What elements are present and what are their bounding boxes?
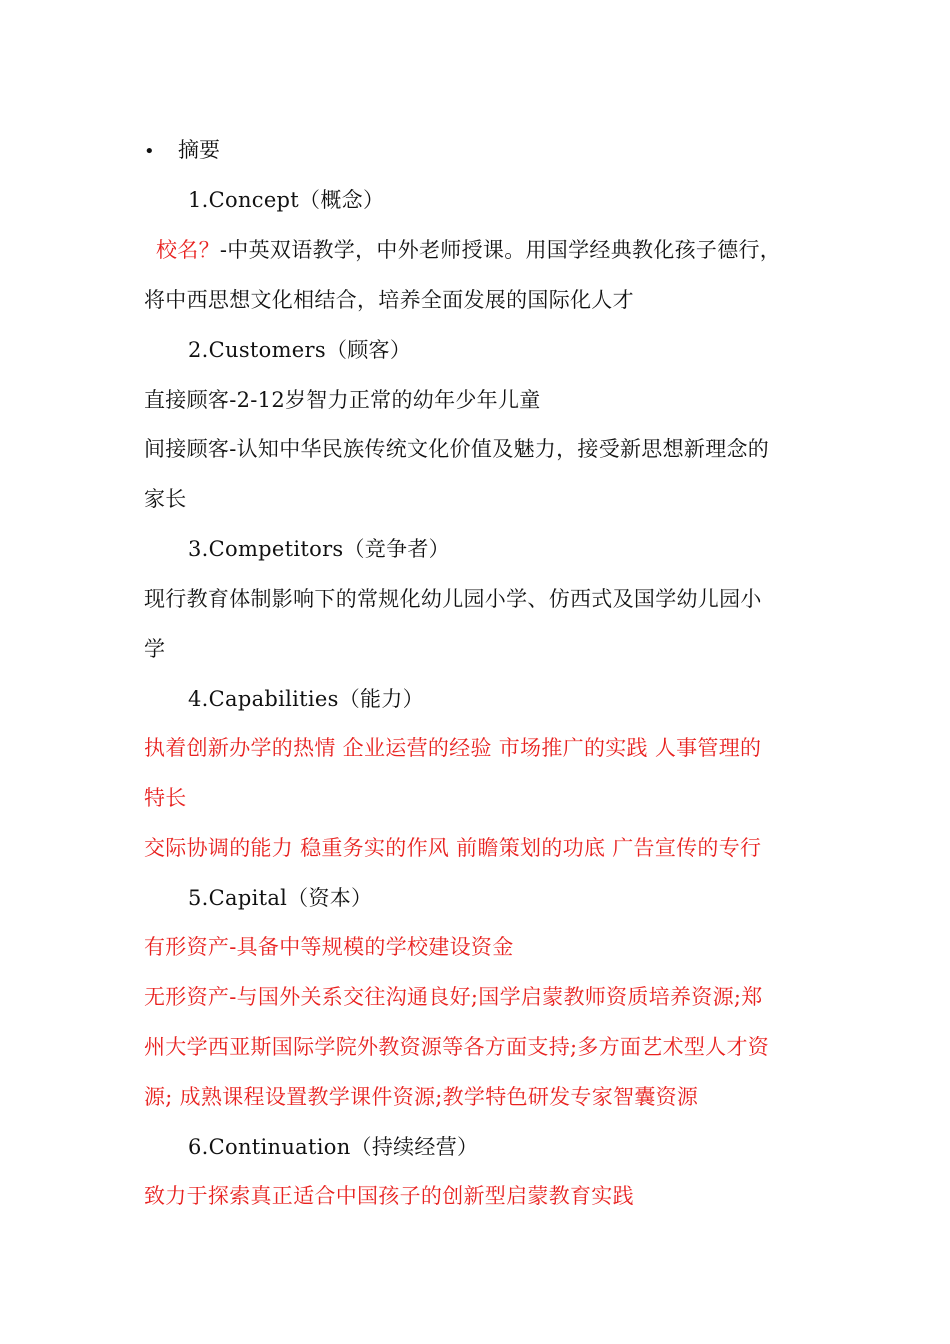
summary-heading (144, 135, 220, 167)
capabilities-line-1: 执着创新办学的热情 企业运营的经验 市场推广的实践 人事管理的 (144, 736, 762, 760)
school-name-placeholder: 校名？ (156, 238, 220, 262)
section-title-continuation: 6.Continuation（持续经营） (188, 1135, 479, 1159)
capital-line-4: 源; 成熟课程设置教学课件资源;教学特色研发专家智囊资源 (144, 1085, 699, 1109)
capabilities-line-3: 交际协调的能力 稳重务实的作风 前瞻策划的功底 广告宣传的专行 (144, 836, 762, 860)
concept-line-1-text: -中英双语教学，中外老师授课。用国学经典教化孩子德行， (219, 238, 782, 262)
competitors-line-2: 学 (144, 637, 166, 661)
capital-line-1: 有形资产-具备中等规模的学校建设资金 (144, 935, 514, 959)
section-title-concept: 1.Concept（概念） (188, 188, 385, 212)
concept-line-1 (156, 235, 781, 265)
customers-line-3: 家长 (144, 487, 187, 511)
customers-line-1: 直接顾客-2-12岁智力正常的幼年少年儿童 (144, 388, 541, 412)
continuation-line-1: 致力于探索真正适合中国孩子的创新型启蒙教育实践 (144, 1184, 634, 1208)
summary-title: 摘要 (178, 138, 220, 162)
capabilities-line-2: 特长 (144, 786, 187, 810)
bullet-icon: • (144, 141, 155, 162)
section-title-capital: 5.Capital（资本） (188, 886, 373, 910)
competitors-line-1: 现行教育体制影响下的常规化幼儿园小学、仿西式及国学幼儿园小 (144, 587, 762, 611)
section-title-capabilities: 4.Capabilities（能力） (188, 687, 424, 711)
section-title-competitors: 3.Competitors（竞争者） (188, 537, 450, 561)
capital-line-3: 州大学西亚斯国际学院外教资源等各方面支持;多方面艺术型人才资 (144, 1035, 770, 1059)
customers-line-2: 间接顾客-认知中华民族传统文化价值及魅力，接受新思想新理念的 (144, 437, 770, 461)
concept-line-2: 将中西思想文化相结合，培养全面发展的国际化人才 (144, 288, 634, 312)
capital-line-2: 无形资产-与国外关系交往沟通良好;国学启蒙教师资质培养资源;郑 (144, 985, 763, 1009)
section-title-customers: 2.Customers（顾客） (188, 338, 412, 362)
